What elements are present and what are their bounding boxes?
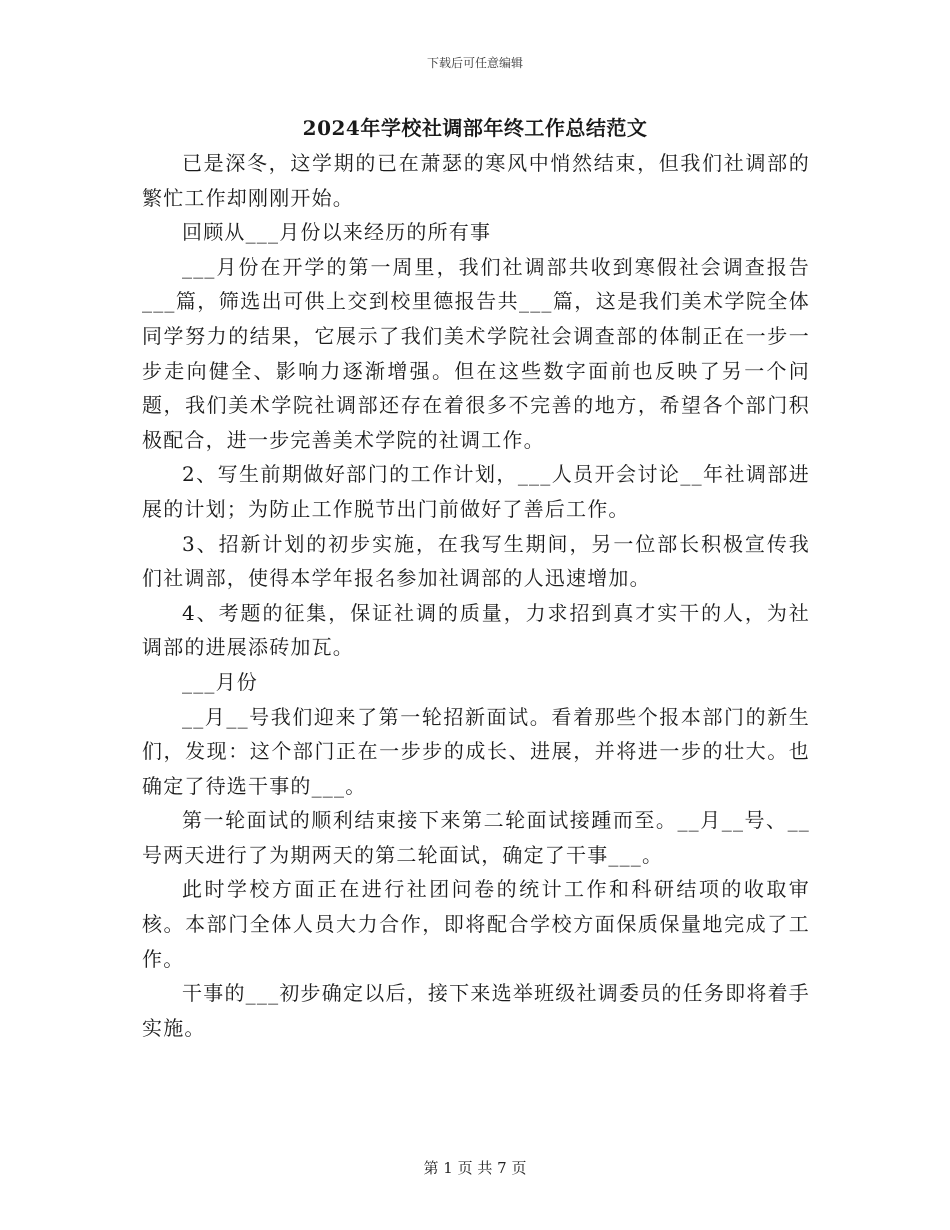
paragraph: ___月份在开学的第一周里，我们社调部共收到寒假社会调查报告___篇，筛选出可供上交到校里德报告共___篇，这是我们美术学院全体同学努力的结果，它展示了我们美术学院社会调查部的体制正在一步一步走向健全、影响力逐渐增强。但在这些数字面前也反映了另一个问题，我们美术学院社调部还存在着很多不完善的地方，希望各个部门积极配合，进一步完善美术学院的社调工作。 <box>142 254 810 452</box>
document-title: 2024年学校社调部年终工作总结范文 <box>302 116 648 140</box>
paragraph: 3、招新计划的初步实施，在我写生期间，另一位部长积极宣传我们社调部，使得本学年报名参加社调部的人迅速增加。 <box>142 531 810 591</box>
page-number: 第 1 页 共 7 页 <box>423 1159 527 1177</box>
paragraph: 已是深冬，这学期的已在萧瑟的寒风中悄然结束，但我们社调部的繁忙工作却刚刚开始。 <box>142 151 810 210</box>
paragraph: ___月份 <box>182 669 258 694</box>
document-body <box>142 146 810 1045</box>
paragraph: 2、写生前期做好部门的工作计划，___人员开会讨论__年社调部进展的计划；为防止工作脱节出门前做好了善后工作。 <box>142 462 810 521</box>
paragraph: 第一轮面试的顺利结束接下来第二轮面试接踵而至。__月__号、__号两天进行了为期两天的第二轮面试，确定了干事___。 <box>142 808 810 867</box>
paragraph: 干事的___初步确定以后，接下来选举班级社调委员的任务即将着手实施。 <box>142 981 810 1040</box>
paragraph: 此时学校方面正在进行社团问卷的统计工作和科研结项的收取审核。本部门全体人员大力合作，即将配合学校方面保质保量地完成了工作。 <box>142 877 810 971</box>
paragraph: 回顾从___月份以来经历的所有事 <box>182 220 492 245</box>
paragraph: __月__号我们迎来了第一轮招新面试。看着那些个报本部门的新生们，发现：这个部门正在一步步的成长、进展，并将进一步的壮大。也确定了待选干事的___。 <box>142 704 810 798</box>
paragraph: 4、考题的征集，保证社调的质量，力求招到真才实干的人，为社调部的进展添砖加瓦。 <box>142 600 810 660</box>
header-note: 下载后可任意编辑 <box>426 56 523 70</box>
